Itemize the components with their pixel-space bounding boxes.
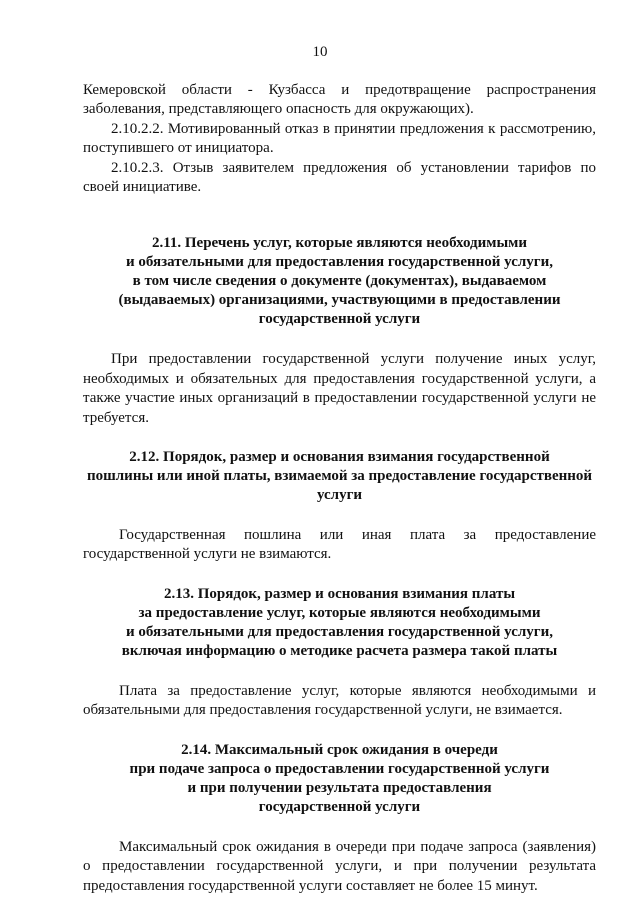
section-2-14-title-line: 2.14. Максимальный срок ожидания в очереди — [181, 741, 498, 758]
section-2-12-title-line: 2.12. Порядок, размер и основания взимания государственной — [129, 449, 550, 466]
section-2-13-body: Плата за предоставление услуг, которые являются необходимыми и обязательными для предоставления государственной услуги, не взимается. — [83, 682, 596, 719]
section-2-13-title-line: включая информацию о методике расчета размера такой платы — [121, 642, 558, 659]
section-2-14-title-line: и при получении результата предоставления — [187, 779, 492, 796]
paragraph-continuation: Кемеровской области - Кузбасса и предотвращение распространения заболевания, представляющего опасность для окружающих). — [83, 82, 596, 118]
section-2-12-title-line: пошлины или иной платы, взимаемой за предоставление государственной — [86, 468, 593, 485]
section-2-11-title-line: и обязательными для предоставления государственной услуги, — [125, 254, 553, 271]
section-2-13-title — [83, 585, 596, 661]
section-2-12-body: Государственная пошлина или иная плата за предоставление государственной услуги не взимаются. — [83, 527, 596, 563]
section-2-13-title-line: за предоставление услуг, которые являются необходимыми — [138, 604, 541, 621]
section-2-11-title-line: государственной услуги — [258, 311, 421, 328]
section-2-11-body: При предоставлении государственной услуги получение иных услуг, необходимых и обязательных для предоставления государственной услуги, а также участие иных организаций в предоставлении государственной услуги не требуется. — [83, 351, 596, 426]
section-2-12-title-line: услуги — [316, 487, 363, 504]
page-number: 10 — [312, 44, 328, 60]
section-2-14-body: Максимальный срок ожидания в очереди при подаче запроса (заявления) о предоставлении государственной услуги, и при получении результата предоставления государственной услуги составляет не более 15 минут. — [83, 838, 596, 894]
document-body — [83, 81, 596, 896]
section-2-11-title-line: в том числе сведения о документе (документах), выдаваемом — [132, 273, 547, 290]
section-2-14-title-line: государственной услуги — [258, 798, 421, 815]
section-2-11-title-line: 2.11. Перечень услуг, которые являются необходимыми — [151, 235, 528, 252]
section-2-14-title — [83, 741, 596, 817]
section-2-11-title — [83, 234, 596, 329]
section-2-11-title-line: (выдаваемых) организациями, участвующими в предоставлении — [118, 292, 561, 309]
section-2-14-title-line: при подаче запроса о предоставлении государственной услуги — [129, 760, 550, 777]
section-2-13-title-line: 2.13. Порядок, размер и основания взимания платы — [163, 585, 516, 602]
section-2-13-title-line: и обязательными для предоставления государственной услуги, — [125, 623, 553, 640]
section-2-12-title — [83, 448, 596, 505]
paragraph-2-10-2-2: 2.10.2.2. Мотивированный отказ в принятии предложения к рассмотрению, поступившего от инициатора. — [83, 120, 596, 157]
paragraph-2-10-2-3: 2.10.2.3. Отзыв заявителем предложения об установлении тарифов по своей инициативе. — [83, 159, 596, 196]
